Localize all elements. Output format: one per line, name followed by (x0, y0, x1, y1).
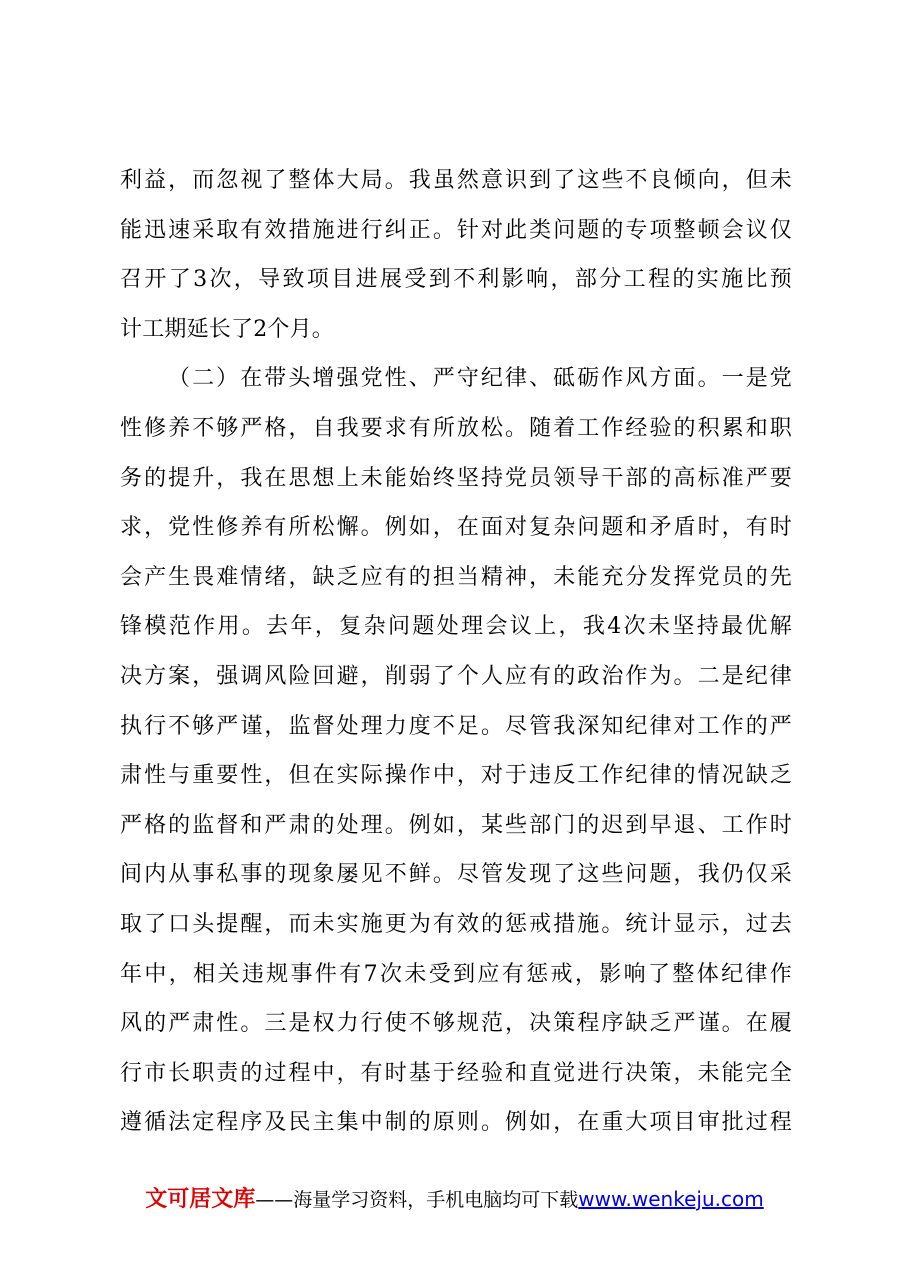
text-line: （二）在带头增强党性、严守纪律、砥砺作风方面。一是党 (168, 366, 792, 392)
document-body (120, 156, 792, 1148)
paragraph-2 (120, 354, 792, 1148)
paragraph-1 (120, 156, 792, 354)
page-footer (0, 1182, 909, 1213)
text-line: 锋模范作用。去年，复杂问题处理会议上，我4次未坚持最优解 (120, 614, 792, 640)
text-line: 求，党性修养有所松懈。例如，在面对复杂问题和矛盾时，有时 (120, 515, 792, 541)
footer-brand: 文可居文库 (145, 1187, 256, 1212)
footer-link[interactable]: www.wenkeju.com (578, 1187, 764, 1211)
text-line: 能迅速采取有效措施进行纠正。针对此类问题的专项整顿会议仅 (120, 217, 792, 243)
text-line: 严格的监督和严肃的处理。例如，某些部门的迟到早退、工作时 (120, 812, 792, 838)
text-line: 务的提升，我在思想上未能始终坚持党员领导干部的高标准严要 (120, 465, 792, 491)
footer-tagline: ——海量学习资料，手机电脑均可下载 (255, 1189, 579, 1211)
text-line: 利益，而忽视了整体大局。我虽然意识到了这些不良倾向，但未 (120, 168, 792, 193)
text-line: 性修养不够严格，自我要求有所放松。随着工作经验的积累和职 (120, 415, 792, 441)
text-line: 风的严肃性。三是权力行使不够规范，决策程序缺乏严谨。在履 (120, 1011, 792, 1037)
text-line: 取了口头提醒，而未实施更为有效的惩戒措施。统计显示，过去 (120, 911, 792, 937)
text-line: 召开了3次，导致项目进展受到不利影响，部分工程的实施比预 (120, 267, 792, 293)
text-line: 行市长职责的过程中，有时基于经验和直觉进行决策，未能完全 (120, 1060, 792, 1086)
text-line: 执行不够严谨，监督处理力度不足。尽管我深知纪律对工作的严 (120, 713, 792, 739)
text-line: 肃性与重要性，但在实际操作中，对于违反工作纪律的情况缺乏 (120, 763, 792, 789)
text-line: 决方案，强调风险回避，削弱了个人应有的政治作为。二是纪律 (120, 663, 792, 689)
text-line: 会产生畏难情绪，缺乏应有的担当精神，未能充分发挥党员的先 (120, 564, 792, 590)
text-line: 间内从事私事的现象屡见不鲜。尽管发现了这些问题，我仍仅采 (120, 862, 792, 888)
text-line: 年中，相关违规事件有7次未受到应有惩戒，影响了整体纪律作 (120, 961, 792, 987)
text-line: 计工期延长了2个月。 (120, 316, 334, 342)
text-line: 遵循法定程序及民主集中制的原则。例如，在重大项目审批过程 (120, 1110, 792, 1136)
